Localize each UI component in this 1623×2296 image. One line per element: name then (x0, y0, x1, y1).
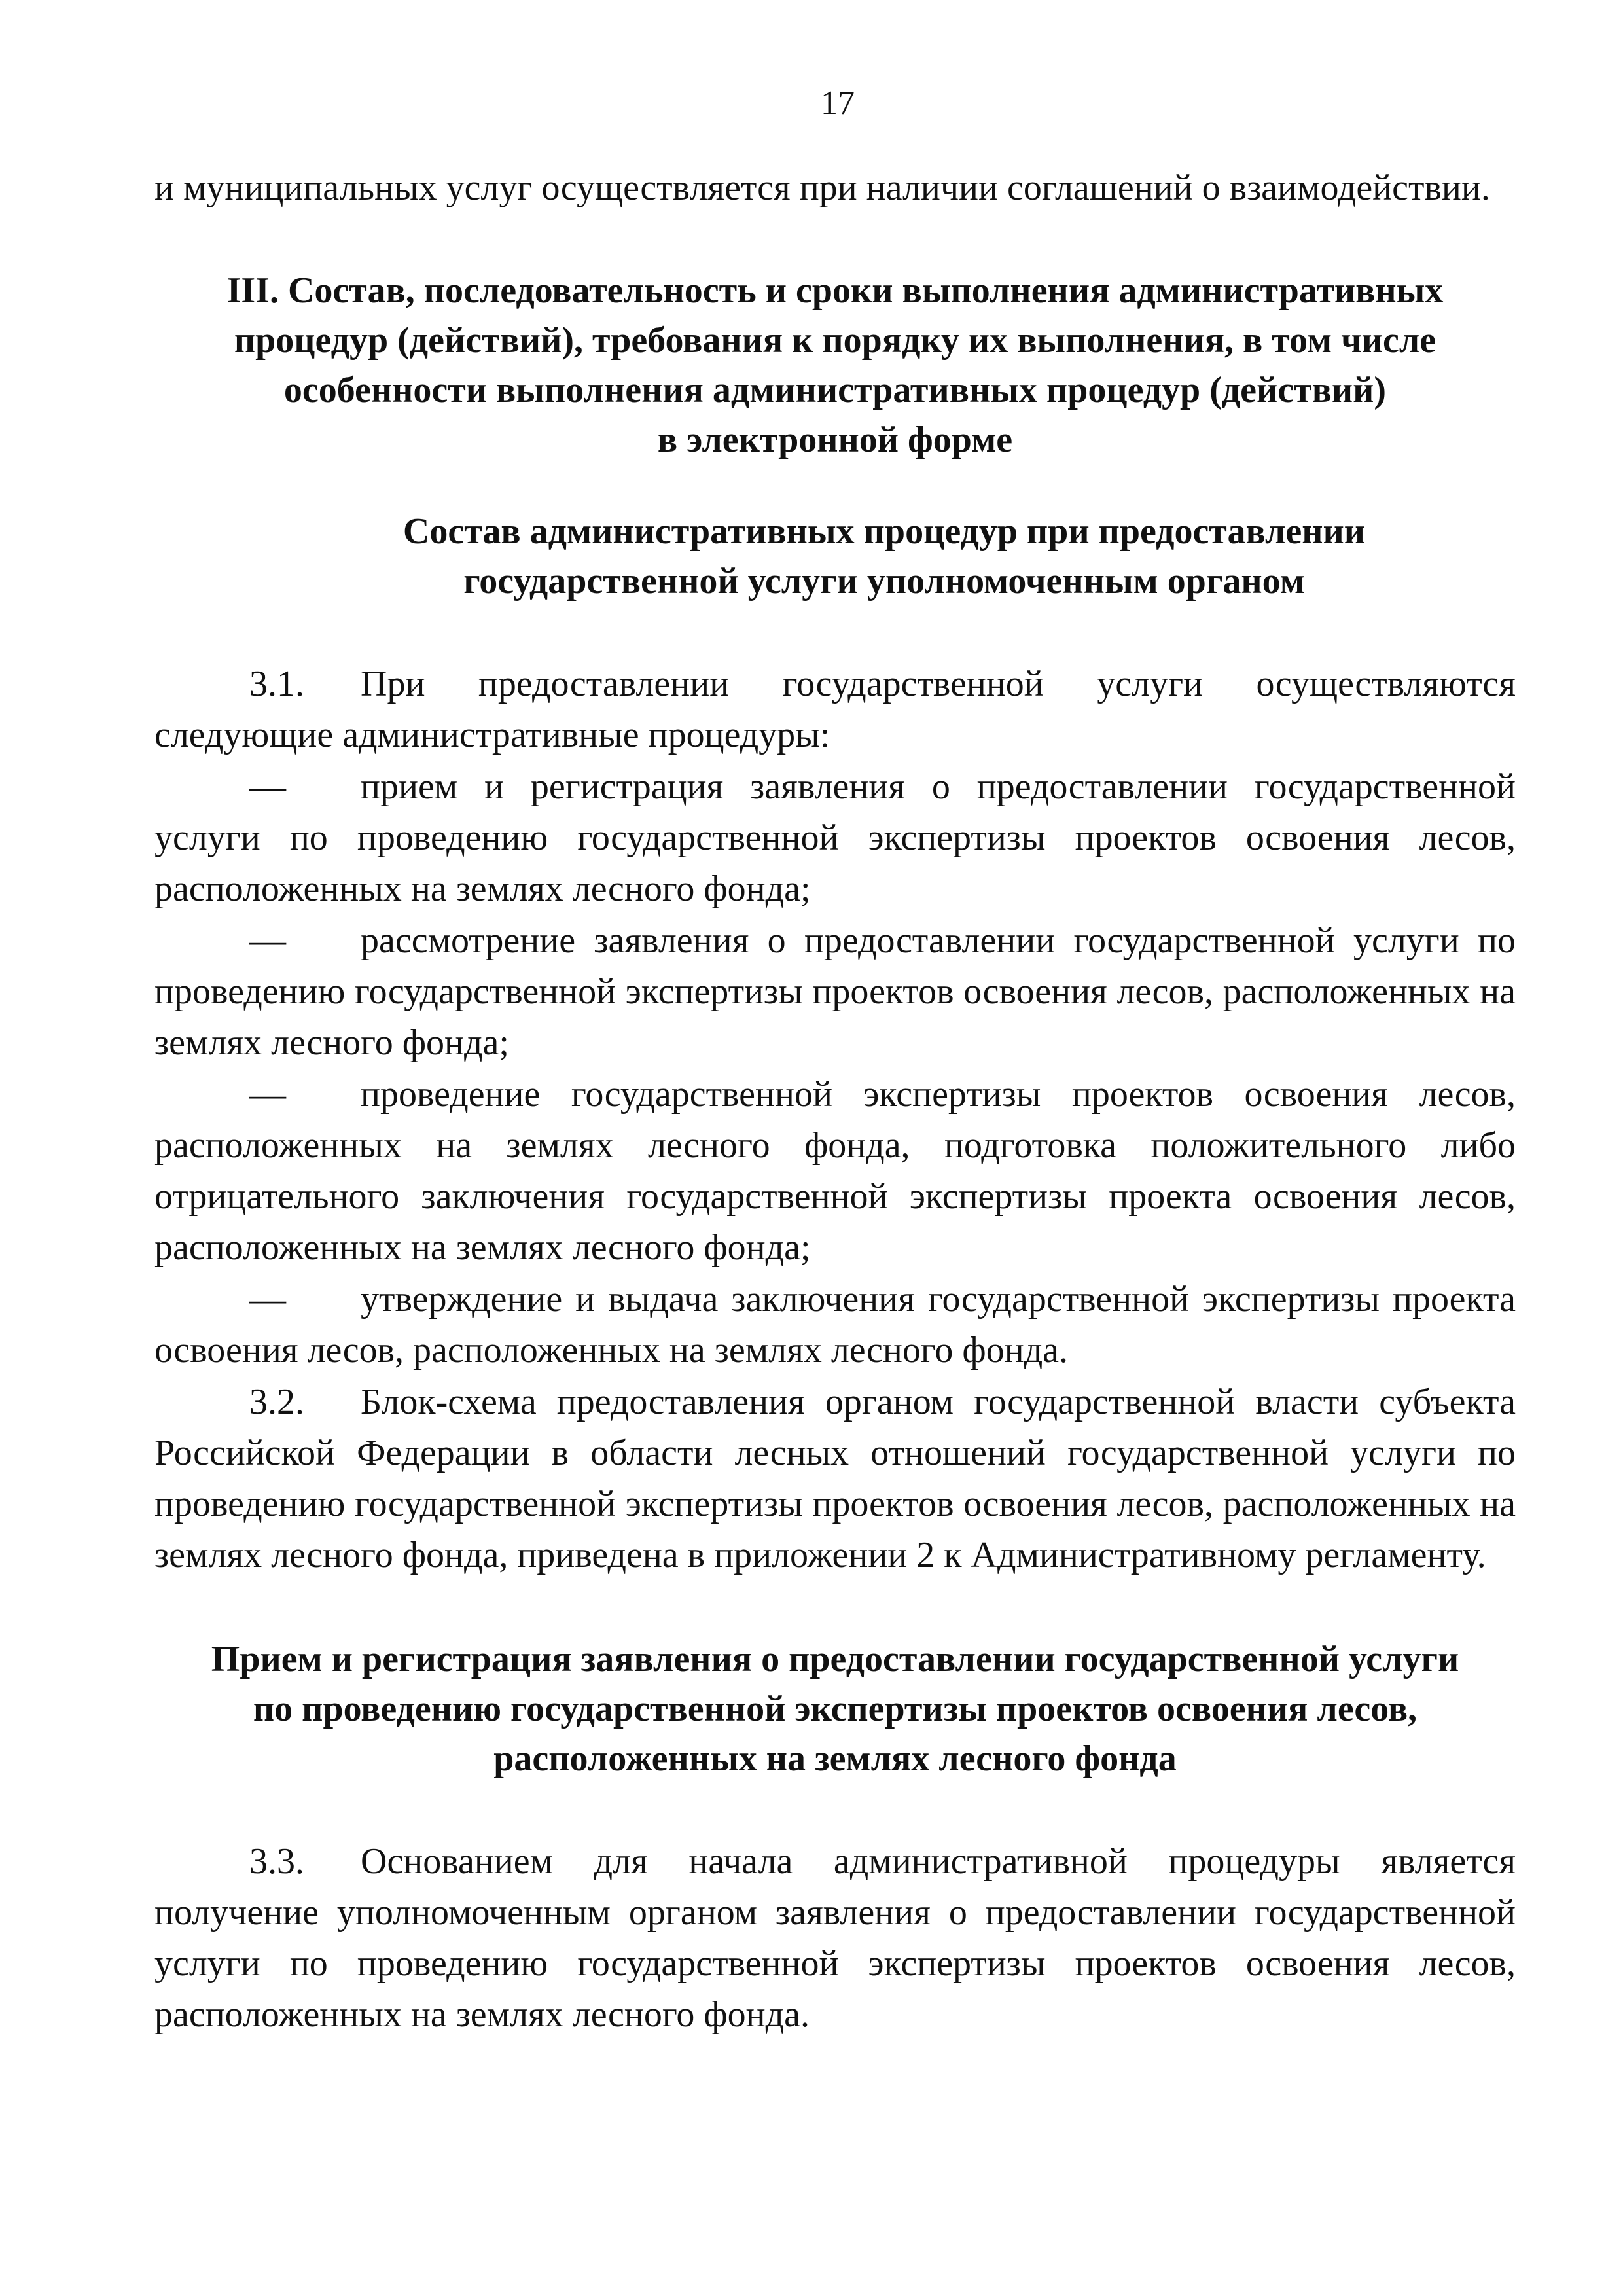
procedure-title (154, 1634, 1516, 1784)
paragraph-number: 3.2. (249, 1382, 304, 1422)
paragraph-3-3 (154, 1836, 1516, 2040)
list-item-text: прием и регистрация заявления о предоставлении государственной услуги по проведению государственной экспертизы проектов освоения лесов, расположенных на землях лесного фонда; (154, 766, 1516, 909)
paragraph-number: 3.3. (249, 1841, 304, 1882)
procedure-title-line: по проведению государственной экспертизы проектов освоения лесов, (253, 1689, 1418, 1729)
list-item (154, 761, 1516, 914)
intro-paragraph: и муниципальных услуг осуществляется при наличии соглашений о взаимодействии. (154, 168, 1490, 208)
paragraph-number: 3.1. (249, 664, 304, 704)
paragraph-text: При предоставлении государственной услуги осуществляются следующие административные процедуры: (154, 664, 1516, 755)
subsection-title (154, 507, 1516, 606)
paragraph-text: Блок-схема предоставления органом государственной власти субъекта Российской Федерации в области лесных отношений государственной услуги по проведению государственной экспертизы проектов освоения лесов, расположенных на землях лесного фонда, приведена в приложении 2 к Административному регламенту. (154, 1382, 1516, 1575)
list-item (154, 1274, 1516, 1376)
list-item (154, 915, 1516, 1068)
list-item-text: рассмотрение заявления о предоставлении государственной услуги по проведению государственной экспертизы проектов освоения лесов, расположенных на землях лесного фонда; (154, 920, 1516, 1063)
dash-marker: — (249, 1279, 283, 1319)
list-item (154, 1069, 1516, 1273)
section-title-line: III. Состав, последовательность и сроки выполнения административных (226, 270, 1444, 311)
procedure-title-line: Прием и регистрация заявления о предоставлении государственной услуги (211, 1639, 1459, 1679)
section-title-line: процедур (действий), требования к порядку их выполнения, в том числе (234, 320, 1436, 361)
section-title-line: особенности выполнения административных процедур (действий) (283, 370, 1387, 410)
paragraph-3-1 (154, 658, 1516, 761)
document-body (154, 162, 1516, 2040)
dash-marker: — (249, 766, 283, 807)
list-item-text: проведение государственной экспертизы проектов освоения лесов, расположенных на землях лесного фонда, подготовка положительного либо отрицательного заключения государственной экспертизы проекта освоения лесов, расположенных на землях лесного фонда; (154, 1074, 1516, 1268)
paragraph-3-2 (154, 1376, 1516, 1581)
page-number: 17 (821, 84, 855, 122)
paragraph-text: Основанием для начала административной процедуры является получение уполномоченным органом заявления о предоставлении государственной услуги по проведению государственной экспертизы проектов освоения лесов, расположенных на землях лесного фонда. (154, 1841, 1516, 2035)
subsection-title-line: государственной услуги уполномоченным органом (463, 561, 1305, 601)
dash-marker: — (249, 920, 283, 961)
list-item-text: утверждение и выдача заключения государственной экспертизы проекта освоения лесов, расположенных на землях лесного фонда. (154, 1279, 1516, 1371)
section-title-line: в электронной форме (657, 420, 1013, 460)
procedure-title-line: расположенных на землях лесного фонда (493, 1738, 1177, 1779)
section-title (154, 266, 1516, 465)
dash-marker: — (249, 1074, 283, 1115)
subsection-title-line: Состав административных процедур при предоставлении (402, 511, 1366, 552)
